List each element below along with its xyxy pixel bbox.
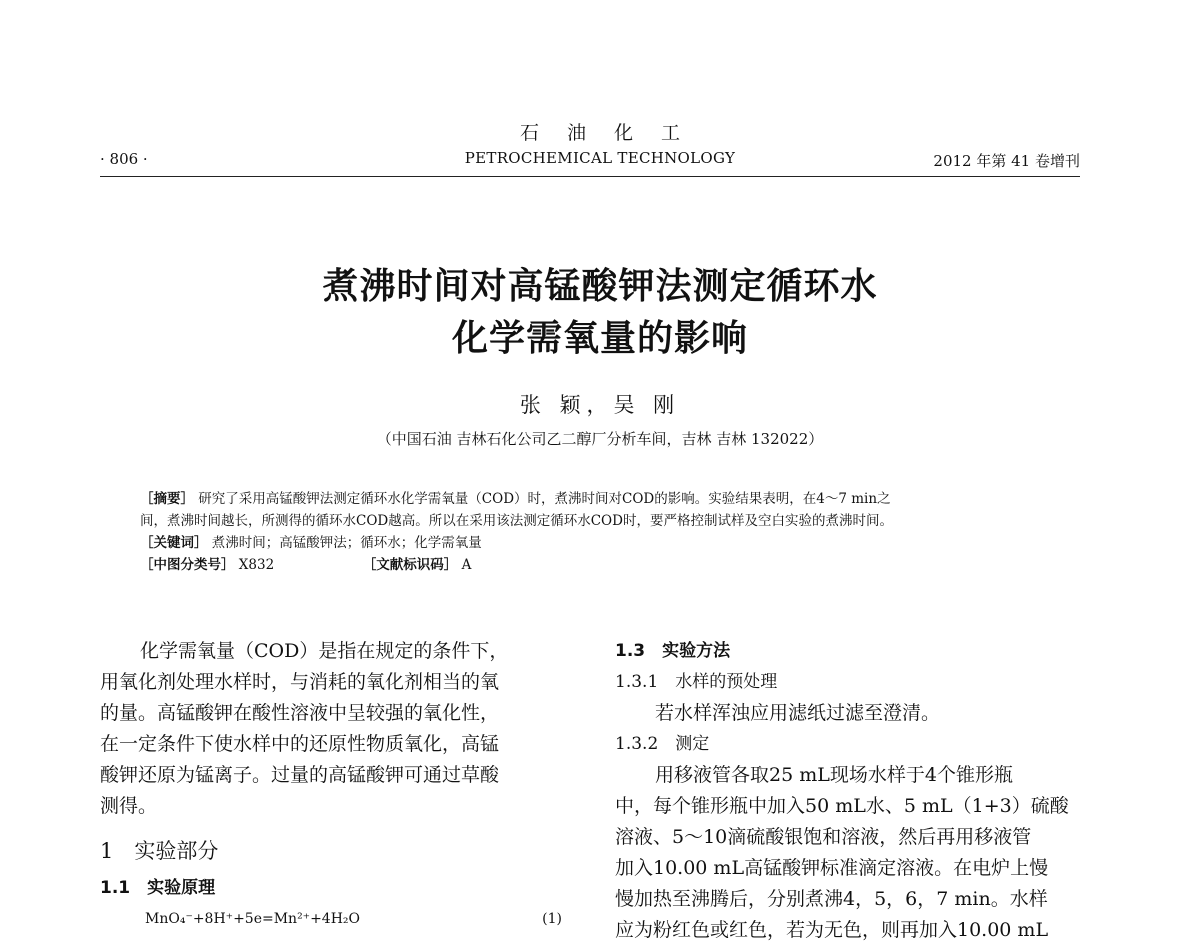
equation-1	[100, 904, 570, 935]
doc-code-value: A	[461, 557, 472, 573]
abstract-text-2: 间，煮沸时间越长，所测得的循环水COD越高。所以在采用该法测定循环水COD时，要严格控制试样及空白实验的煮沸时间。	[140, 513, 893, 529]
section-1-3-1-heading: 1.3.1 水样的预处理	[615, 672, 778, 692]
method-line-6: 应为粉红色或红色，若为无色，则再加入10.00 mL	[615, 919, 1049, 941]
method-line-3: 溶液、5～10滴硫酸银饱和溶液，然后再用移液管	[615, 826, 1032, 848]
abstract-label: ［摘要］	[140, 491, 194, 507]
method-line-2: 中，每个锥形瓶中加入50 mL水、5 mL（1+3）硫酸	[615, 795, 1069, 817]
left-column	[100, 636, 570, 935]
section-1-1-heading: 1.1 实验原理	[100, 878, 216, 898]
abstract-line-2	[140, 510, 1060, 532]
paper-title-line-2: 化学需氧量的影响	[451, 318, 748, 359]
intro-line-2: 用氧化剂处理水样时，与消耗的氧化剂相当的氧	[100, 671, 500, 693]
equation-1-number: (1)	[542, 911, 562, 927]
method-line-5: 慢加热至沸腾后，分别煮沸4，5，6，7 min。水样	[615, 888, 1048, 910]
affiliation: （中国石油 吉林石化公司乙二醇厂分析车间，吉林 吉林 132022）	[376, 430, 824, 448]
intro-line-4: 在一定条件下使水样中的还原性物质氧化，高锰	[100, 733, 500, 755]
section-1-3-2-heading: 1.3.2 测定	[615, 734, 710, 754]
classification-line	[140, 554, 1060, 576]
equation-1-text: MnO₄⁻+8H⁺+5e=Mn²⁺+4H₂O	[145, 911, 361, 927]
right-column	[615, 636, 1085, 946]
abstract-line-1	[140, 488, 1060, 510]
section-1-heading: 1 实验部分	[100, 839, 219, 863]
clc-value: X832	[238, 557, 275, 573]
page-number: · 806 ·	[100, 150, 148, 168]
intro-line-3: 的量。高锰酸钾在酸性溶液中呈较强的氧化性，	[100, 702, 500, 724]
abstract-block	[140, 488, 1060, 576]
keywords-label: ［关键词］	[140, 535, 208, 551]
pretreatment-text: 若水样浑浊应用滤纸过滤至澄清。	[655, 702, 941, 724]
section-1-3-heading: 1.3 实验方法	[615, 641, 731, 661]
method-line-1: 用移液管各取25 mL现场水样于4个锥形瓶	[655, 764, 1013, 786]
header-rule	[100, 176, 1080, 177]
intro-line-6: 测得。	[100, 795, 158, 817]
paper-title-line-1: 煮沸时间对高锰酸钾法测定循环水	[322, 266, 878, 307]
keywords-line	[140, 532, 1060, 554]
intro-line-1: 化学需氧量（COD）是指在规定的条件下，	[140, 640, 509, 662]
intro-line-5: 酸钾还原为锰离子。过量的高锰酸钾可通过草酸	[100, 764, 500, 786]
doc-code-label: ［文献标识码］	[362, 557, 458, 573]
clc-label: ［中图分类号］	[140, 557, 235, 573]
journal-name-en: PETROCHEMICAL TECHNOLOGY	[464, 149, 736, 167]
authors: 张 颖，吴 刚	[519, 393, 681, 417]
journal-name-cn: 石油化工	[519, 122, 708, 144]
keywords-text: 煮沸时间；高锰酸钾法；循环水；化学需氧量	[211, 535, 482, 551]
method-line-4: 加入10.00 mL高锰酸钾标准滴定溶液。在电炉上慢	[615, 857, 1049, 879]
abstract-text-1: 研究了采用高锰酸钾法测定循环水化学需氧量（COD）时，煮沸时间对COD的影响。实验结果表明，在4～7 min之	[198, 491, 891, 507]
issue-info: 2012 年第 41 卷增刊	[933, 152, 1080, 170]
